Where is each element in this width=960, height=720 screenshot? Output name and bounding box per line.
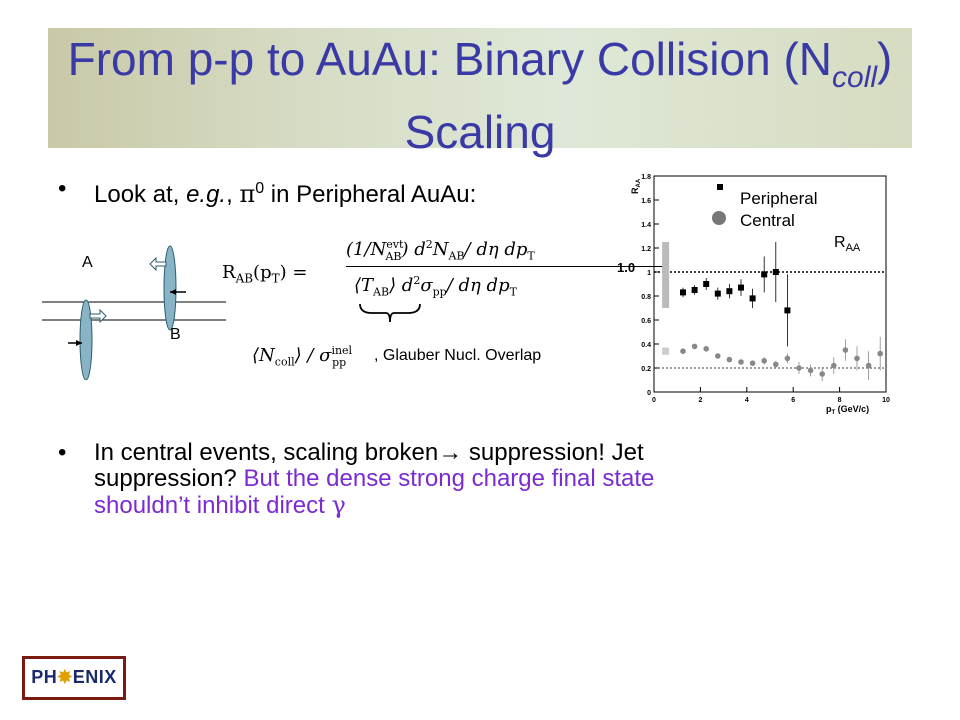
raa-chart: [630, 168, 892, 418]
one-label: 1.0: [617, 260, 636, 275]
plot-frame: [654, 176, 886, 392]
peripheral-point: [692, 287, 698, 293]
central-legend-marker: [712, 211, 726, 225]
y-tick-label: 1.8: [641, 174, 651, 181]
x-tick-label: 2: [698, 397, 703, 404]
x-tick-label: 4: [744, 397, 749, 404]
central-point: [750, 360, 756, 366]
x-tick-label: 10: [882, 397, 890, 404]
arrow-left-icon: [150, 258, 166, 270]
y-tick-label: 1.2: [641, 246, 651, 253]
chart-ylabel: $R_{AA}$: [630, 178, 642, 194]
y-tick-label: 0.8: [641, 294, 651, 301]
central-point: [877, 351, 883, 357]
central-point: [866, 363, 872, 369]
chart-xlabel: $p_T$ (GeV/c): [826, 404, 870, 416]
central-legend-label: Central: [740, 211, 795, 230]
peripheral-point: [703, 281, 709, 287]
central-point: [796, 365, 802, 371]
slide-title: From p-p to AuAu: Binary Collision $(N_{coll})$ Scaling: [67, 33, 893, 158]
peripheral-legend-label: Peripheral: [740, 189, 818, 208]
central-point: [738, 359, 744, 365]
central-point: [680, 348, 686, 354]
central-point: [843, 347, 849, 353]
central-point: [761, 358, 767, 364]
y-tick-label: 0.6: [641, 318, 651, 325]
y-tick-label: 1.6: [641, 198, 651, 205]
central-point: [692, 344, 698, 350]
central-point: [703, 346, 709, 352]
nuclei-collision-diagram: [38, 240, 238, 380]
raa-label: $R_{AA}$: [834, 234, 861, 255]
central-point: [808, 368, 814, 374]
glauber-label: , Glauber Nucl. Overlap: [374, 347, 542, 364]
peripheral-point: [761, 271, 767, 277]
central-point: [785, 356, 791, 362]
bullet-dot-icon: •: [58, 439, 67, 466]
peripheral-systematic-band: [662, 242, 669, 308]
arrow-right-icon: →: [438, 439, 463, 466]
central-point: [773, 362, 779, 368]
nucleus-b: [80, 300, 92, 380]
y-tick-label: 1: [647, 270, 651, 277]
bullet-1: • Look at, e.g., $\pi^0$ in Peripheral AuAu:: [58, 175, 477, 208]
bullet-2: • In central events, scaling broken→ suppression! Jet suppression? But the dense strong charge final state shouldn’t inhibit direct γ: [58, 439, 655, 519]
central-point: [819, 371, 825, 377]
peripheral-point: [738, 285, 744, 291]
central-point: [854, 356, 860, 362]
peripheral-point: [773, 269, 779, 275]
central-point: [727, 357, 733, 363]
peripheral-point: [680, 289, 686, 295]
y-tick-label: 0.4: [641, 342, 651, 349]
nucleus-a: [164, 246, 176, 330]
peripheral-point: [726, 288, 732, 294]
x-tick-label: 6: [791, 397, 796, 404]
central-point: [831, 363, 837, 369]
nucleus-a-label: A: [82, 254, 93, 271]
underbrace-icon: [358, 302, 422, 324]
y-tick-label: 0.2: [641, 366, 651, 373]
central-systematic-band: [662, 348, 669, 355]
nucleus-b-label: B: [170, 326, 181, 343]
phenix-logo: PH✸ENIX: [22, 656, 126, 700]
central-point: [715, 353, 721, 359]
bullet-dot-icon: •: [58, 175, 67, 202]
peripheral-point: [715, 291, 721, 297]
peripheral-legend-marker: [717, 184, 723, 190]
peripheral-point: [784, 307, 790, 313]
y-tick-label: 1.4: [641, 222, 651, 229]
peripheral-point: [750, 295, 756, 301]
x-tick-label: 8: [837, 397, 842, 404]
x-tick-label: 0: [652, 397, 656, 404]
y-tick-label: 0: [647, 390, 651, 397]
